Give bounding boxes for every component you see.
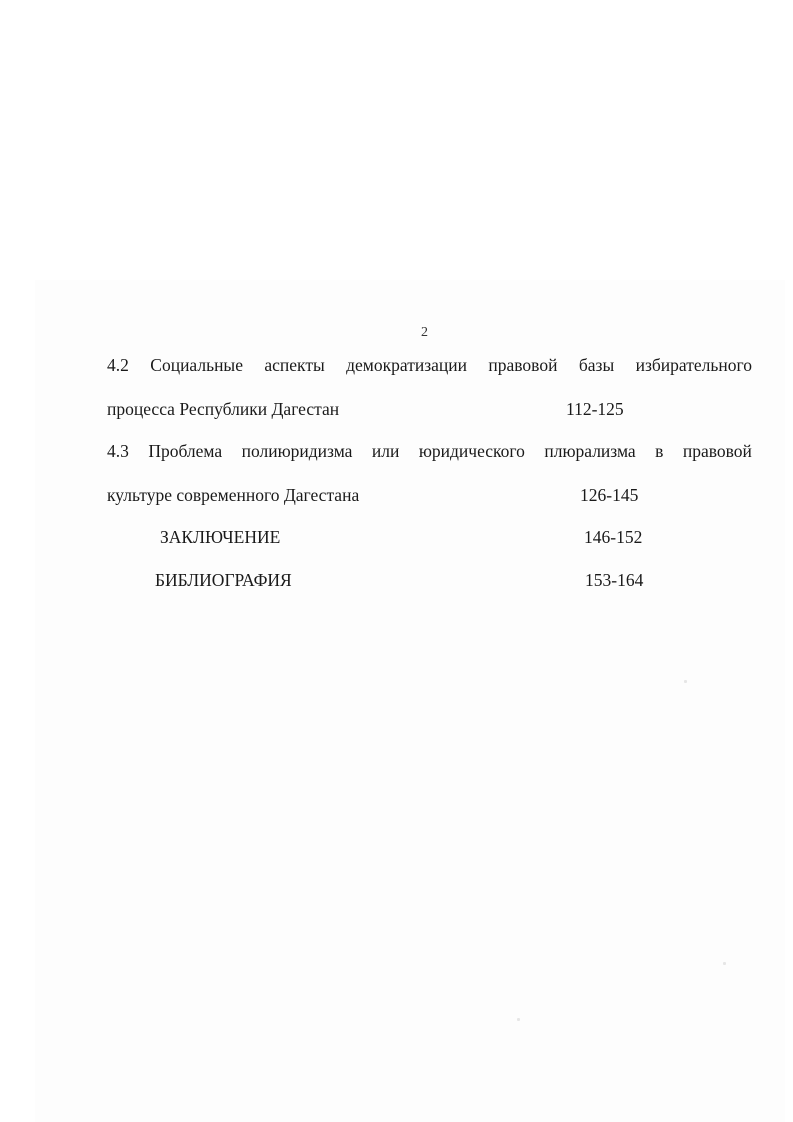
toc-word: или bbox=[371, 441, 400, 461]
toc-word: в bbox=[655, 441, 664, 461]
page-number: 2 bbox=[421, 325, 428, 340]
scan-speck bbox=[723, 962, 726, 965]
toc-word: полиюридизма bbox=[241, 441, 353, 461]
toc-entry-4-3-line2: культуре современного Дагестана bbox=[107, 485, 360, 505]
toc-word: 4.3 bbox=[107, 441, 129, 461]
toc-word: аспекты bbox=[264, 355, 325, 375]
toc-word: 4.2 bbox=[107, 355, 129, 375]
toc-word: Социальные bbox=[150, 355, 243, 375]
toc-entry-bibliography-pages: 153-164 bbox=[585, 570, 644, 590]
toc-entry-4-3-pages: 126-145 bbox=[580, 485, 639, 505]
toc-word: демократизации bbox=[346, 355, 467, 375]
scan-speck bbox=[517, 1018, 520, 1021]
toc-entry-4-2-line1 bbox=[107, 355, 752, 375]
toc-word: правовой bbox=[488, 355, 558, 375]
toc-entry-bibliography: БИБЛИОГРАФИЯ bbox=[155, 570, 292, 590]
toc-entry-4-2-pages: 112-125 bbox=[566, 399, 624, 419]
toc-word: Проблема bbox=[148, 441, 223, 461]
toc-entry-conclusion: ЗАКЛЮЧЕНИЕ bbox=[160, 527, 281, 547]
toc-word: правовой bbox=[682, 441, 752, 461]
scan-speck bbox=[684, 680, 687, 683]
toc-entry-conclusion-pages: 146-152 bbox=[584, 527, 643, 547]
toc-entry-4-2-line2: процесса Республики Дагестан bbox=[107, 399, 340, 419]
toc-entry-4-3-line1 bbox=[107, 441, 752, 461]
toc-word: юридического bbox=[418, 441, 525, 461]
toc-word: плюрализма bbox=[544, 441, 636, 461]
toc-word: избирательного bbox=[635, 355, 752, 375]
toc-word: базы bbox=[578, 355, 615, 375]
